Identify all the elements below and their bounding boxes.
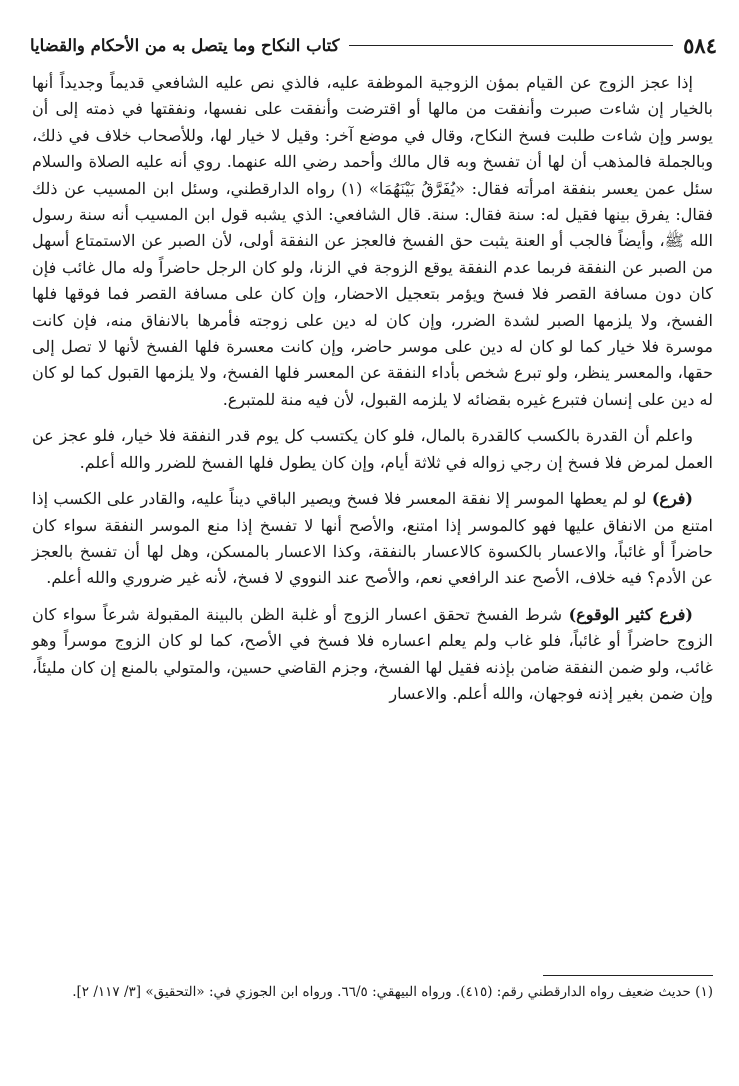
frequent-branch-label: (فرع كثير الوقوع) bbox=[568, 604, 694, 624]
paragraph-1: إذا عجز الزوج عن القيام بمؤن الزوجية الموظفة عليه، فالذي نص عليه الشافعي قديماً وجديداً أنها بالخيار إن شاءت صبرت وأنفقت من مالها أو اقترضت وأنفقت على نفسها، ونفقتها في ذمته إلى أن يوسر وإن شاءت طلبت فسخ النكاح، وقال في موضع آخر: وقيل لا خيار لها، وللأصحاب خلاف في ذلك، وبالجملة فالمذهب أن لها أن تفسخ وبه قال مالك وأحمد رضي الله عنهما. روي أنه عليه الصلاة والسلام سئل عمن يعسر بنفقة امرأته فقال: «يُفَرَّقُ بَيْنَهُمَا» (١) رواه الدارقطني، وسئل ابن المسيب عن ذلك فقال: يفرق بينها فقيل له: سنة فقال: سنة. قال الشافعي: الذي يشبه قول ابن المسيب أنه سنة رسول الله ﷺ، وأيضاً فالجب أو العنة يثبت حق الفسخ فالعجز عن النفقة أولى، لأن الصبر عن الاستمتاع أسهل من الصبر عن النفقة فربما عدم النفقة يوقع الزوجة في الزنا، ولو كان الرجل حاضراً وله مال غائب فإن كان دون مسافة القصر فلا فسخ ويؤمر بتعجيل الاحضار، وإن كان على مسافة القصر فما فوقها فلها الفسخ، ولا يلزمها الصبر لشدة الضرر، وإن كان له دين على زوجته فأمرها بالانفاق منه، فإن كانت موسرة فلا خيار كما لو كان له دين على موسر حاضر، وإن كانت معسرة فلها الفسخ لأنها لا تصل إلى حقها، والمعسر ينظر، ولو تبرع شخص بأداء النفقة عن المعسر فلها الفسخ، ولا يلزمها القبول كما لو كان له دين على إنسان فتبرع غيره بقضائه لا يلزمه القبول، لأن فيه منة للمتبرع. bbox=[32, 73, 714, 409]
main-text bbox=[32, 70, 713, 707]
running-header bbox=[30, 28, 717, 62]
chapter-title: كتاب النكاح وما يتصل به من الأحكام والقضايا bbox=[30, 35, 340, 55]
branch-label: (فرع) bbox=[651, 489, 693, 509]
paragraph-2: واعلم أن القدرة بالكسب كالقدرة بالمال، فلو كان يكتسب كل يوم قدر النفقة فلا خيار، فلو عجز عن العمل لمرض فلا فسخ إن رجي زواله في ثلاثة أيام، وإن كان يطول فلها الفسخ للضرر والله أعلم. bbox=[32, 426, 713, 472]
paragraph-3 bbox=[32, 486, 713, 592]
paragraph-3-text: لو لم يعطها الموسر إلا نفقة المعسر فلا فسخ ويصير الباقي ديناً عليه، والقادر على الكسب إذا امتنع من الانفاق عليها فهو كالموسر إذا امتنع، والأصح أنها لا تفسخ إذا منع الموسر النفقة سواء كان حاضراً أو غائباً، والاعسار بالكسوة كالاعسار بالنفقة، وكذا الاعسار بالمسكن، وهل لها أن تفسخ بالعجز عن الأدم؟ فيه خلاف، الأصح عند الرافعي نعم، والأصح عند النووي لا فسخ، لأنه غير ضروري والله أعلم. bbox=[32, 489, 713, 588]
paragraph-4-text: شرط الفسخ تحقق اعسار الزوج أو غلبة الظن بالبينة المقبولة شرعاً سواء كان الزوج حاضراً أو غائباً، فلو غاب ولم يعلم اعساره فلا فسخ في الأصح، كما لو كان الزوج موسراً وهو غائب، ولو ضمن النفقة ضامن بإذنه فقيل لها الفسخ، وجزم القاضي حسين، والمتولي بالمنع إن كان مليئاً، وإن ضمن بغير إذنه فوجهان، والله أعلم. والاعسار bbox=[32, 604, 713, 703]
paragraph-4 bbox=[32, 602, 713, 708]
footnote: (١) حديث ضعيف رواه الدارقطني رقم: (٤١٥). ورواه البيهقي: ٦٦/٥. ورواه ابن الجوزي في: «التحقيق» [٣/ ١١٧/ ٢]. bbox=[72, 984, 713, 1000]
footnote-divider bbox=[543, 975, 713, 976]
header-rule bbox=[349, 45, 673, 46]
page-number: ٥٨٤ bbox=[683, 32, 717, 58]
